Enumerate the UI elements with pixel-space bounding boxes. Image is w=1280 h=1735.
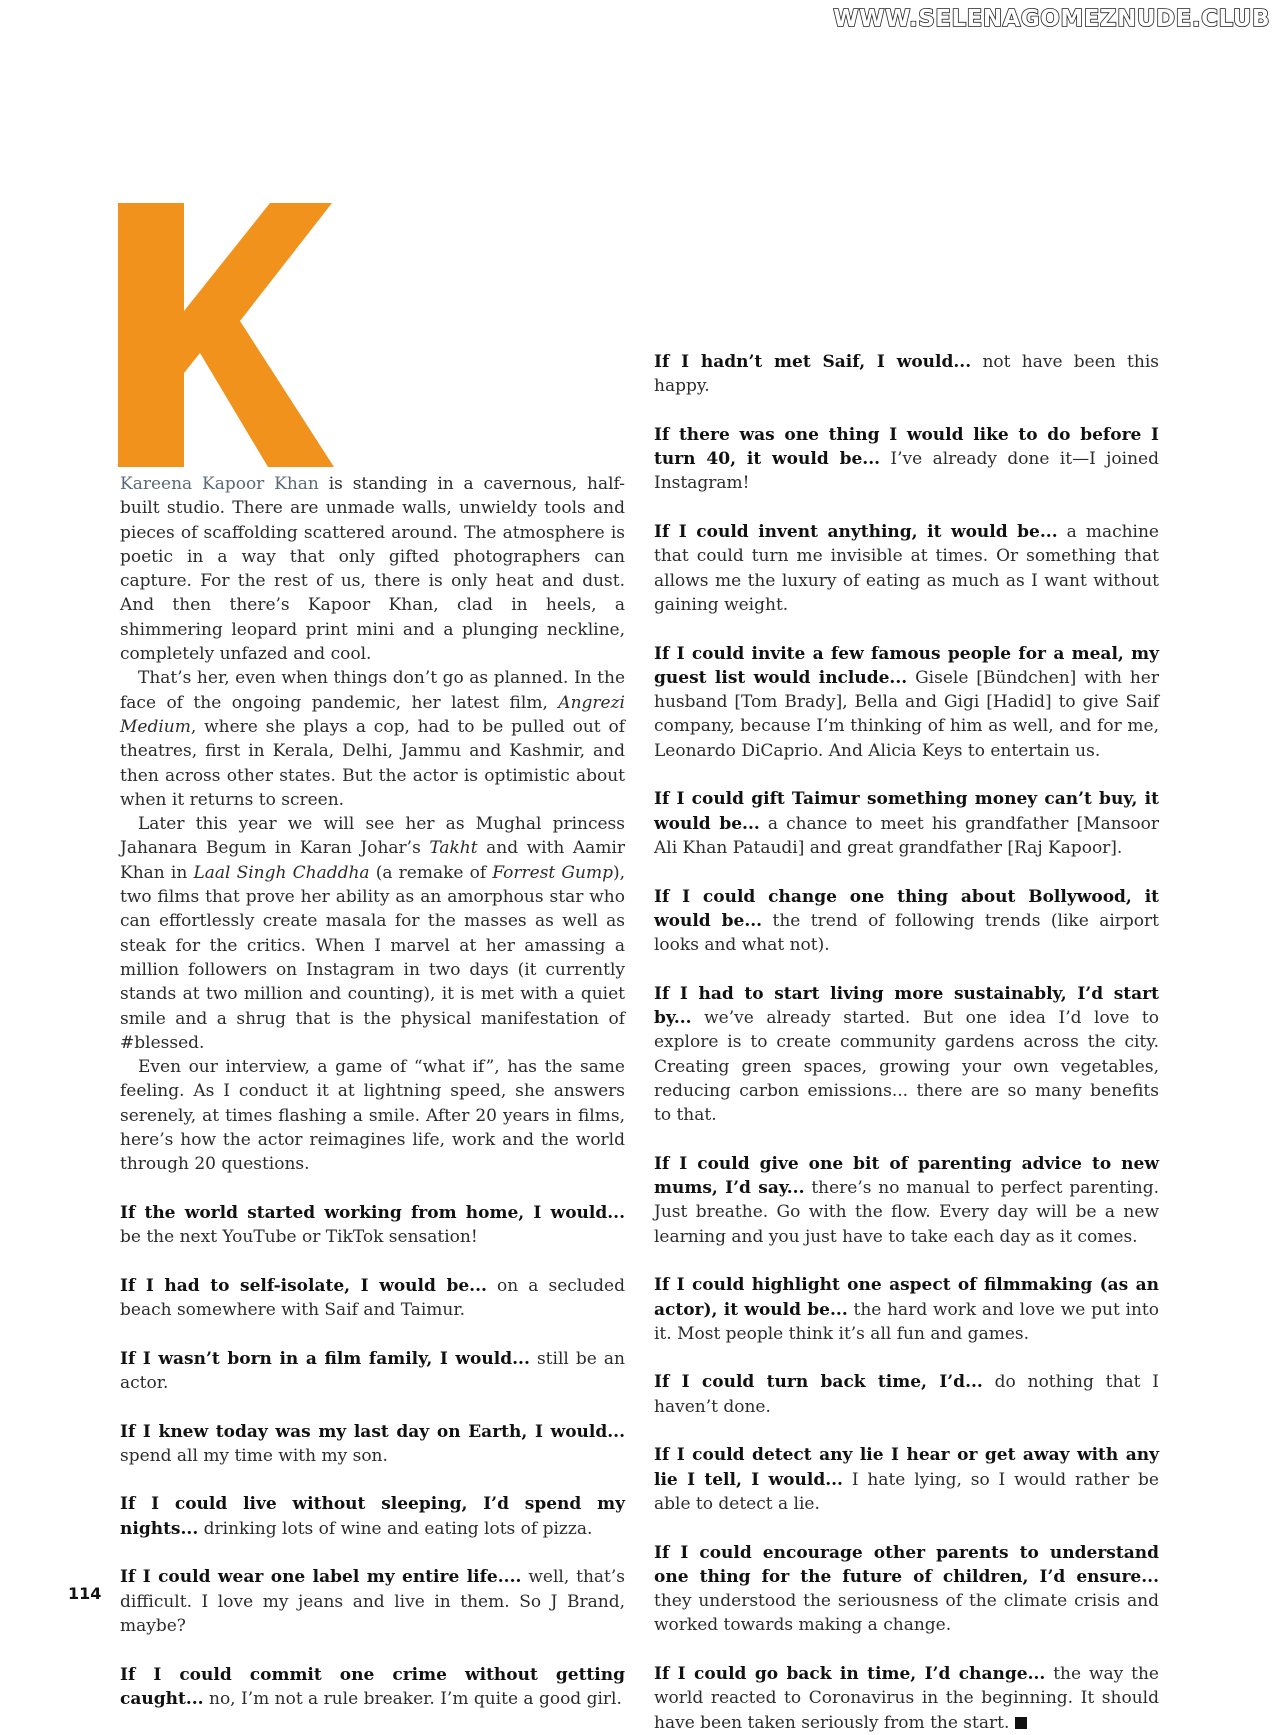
intro-paragraph-2: That’s her, even when things don’t go as planned. In the face of the ongoing pandemic, her latest film, Angrezi Medium, where she plays a cop, had to be pulled out of theatres, first in Kerala, Delhi, Jammu and Kashmir, and then across other states. But the actor is optimistic about when it returns to screen. <box>120 668 625 810</box>
qa-item <box>120 1420 625 1469</box>
qa-item <box>654 1662 1159 1735</box>
qa-answer: not have been this happy. <box>654 352 1159 397</box>
qa-answer: no, I’m not a rule breaker. I’m quite a good girl. <box>203 1688 622 1709</box>
right-column <box>654 350 1159 1735</box>
intro-paragraph-4: Even our interview, a game of “what if”, has the same feeling. As I conduct it at lightning speed, she answers serenely, at times flashing a smile. After 20 years in films, here’s how the actor reimagines life, work and the world through 20 questions. <box>120 1057 625 1175</box>
qa-answer: the hard work and love we put into it. Most people think it’s all fun and games. <box>654 1299 1159 1344</box>
qa-answer: I hate lying, so I would rather be able to detect a lie. <box>654 1469 1159 1514</box>
page-number: 114 <box>68 1584 102 1603</box>
qa-question: If I could invite a few famous people for a meal, my guest list would include... <box>654 643 1159 688</box>
qa-question: If I could commit one crime without getting caught... <box>120 1664 625 1709</box>
qa-question: If the world started working from home, I would... <box>120 1202 625 1223</box>
qa-answer: well, that’s difficult. I love my jeans and live in them. So J Brand, maybe? <box>120 1567 626 1636</box>
end-mark-square <box>1015 1717 1027 1729</box>
dropcap-k <box>118 203 334 467</box>
qa-item <box>654 350 1159 399</box>
qa-item <box>654 642 1159 763</box>
qa-question: If I could turn back time, I’d... <box>654 1372 983 1393</box>
qa-item <box>654 982 1159 1128</box>
qa-question: If I had to self-isolate, I would be... <box>120 1275 487 1296</box>
qa-item <box>654 1273 1159 1346</box>
qa-question: If I could change one thing about Bollywood, it would be... <box>654 886 1159 931</box>
qa-item <box>654 1541 1159 1638</box>
qa-answer: a machine that could turn me invisible at times. Or something that allows me the luxury of eating as much as I want without gaining weight. <box>654 522 1159 615</box>
qa-answer: drinking lots of wine and eating lots of pizza. <box>198 1518 593 1539</box>
qa-item <box>654 423 1159 496</box>
left-column <box>120 472 625 1711</box>
qa-list-left <box>120 1201 625 1711</box>
qa-answer: on a secluded beach somewhere with Saif and Taimur. <box>120 1275 625 1321</box>
qa-item <box>120 1663 625 1712</box>
intro-paragraph-1: Kareena Kapoor Khan is standing in a cavernous, half-built studio. There are unmade walls, unwieldy tools and pieces of scaffolding scattered around. The atmosphere is poetic in a way that only gifted photographers can capture. For the rest of us, there is only heat and dust. And then there’s Kapoor Khan, clad in heels, a shimmering leopard print mini and a plunging neckline, completely unfazed and cool. <box>120 474 625 665</box>
qa-item <box>654 1443 1159 1516</box>
qa-answer: they understood the seriousness of the climate crisis and worked towards making a change. <box>654 1591 1159 1636</box>
qa-question: If I wasn’t born in a film family, I would... <box>120 1348 530 1369</box>
qa-answer: I’ve already done it—I joined Instagram! <box>654 449 1159 494</box>
watermark: WWW.SELENAGOMEZNUDE.CLUB <box>833 6 1270 32</box>
qa-question: If I knew today was my last day on Earth, I would... <box>120 1421 625 1442</box>
qa-answer: a chance to meet his grandfather [Mansoor Ali Khan Pataudi] and great grandfather [Raj Kapoor]. <box>654 813 1159 858</box>
qa-answer: Gisele [Bündchen] with her husband [Tom Brady], Bella and Gigi [Hadid] to give Saif company, because I’m thinking of him as well, and for me, Leonardo DiCaprio. And Alicia Keys to entertain us. <box>654 667 1159 761</box>
qa-answer: the trend of following trends (like airport looks and what not). <box>654 910 1159 956</box>
dropcap-k-shape <box>118 203 334 467</box>
qa-question: If I could go back in time, I’d change... <box>654 1664 1046 1685</box>
qa-item <box>654 885 1159 958</box>
qa-item <box>654 1152 1159 1249</box>
qa-question: If I had to start living more sustainably, I’d start by... <box>654 983 1159 1029</box>
qa-item <box>120 1347 625 1396</box>
qa-item <box>654 1370 1159 1419</box>
qa-item <box>120 1565 625 1638</box>
intro-paragraph-3: Later this year we will see her as Mughal princess Jahanara Begum in Karan Johar’s Takht and with Aamir Khan in Laal Singh Chaddha (a remake of Forrest Gump), two films that prove her ability as an amorphous star who can effortlessly create masala for the masses as well as steak for the critics. When I marvel at her amassing a million followers on Instagram in two days (it currently stands at two million and counting), it is met with a quiet smile and a shrug that is the physical manifestation of #blessed. <box>120 814 626 1053</box>
qa-question: If I could give one bit of parenting advice to new mums, I’d say... <box>654 1153 1159 1199</box>
qa-item <box>120 1274 625 1323</box>
qa-question: If I could wear one label my entire life.... <box>120 1567 522 1588</box>
qa-item <box>654 787 1159 860</box>
qa-item <box>654 520 1159 617</box>
qa-answer: be the next YouTube or TikTok sensation! <box>120 1227 478 1248</box>
qa-answer: the way the world reacted to Coronavirus in the beginning. It should have been taken seriously from the start. <box>654 1664 1159 1733</box>
qa-answer: do nothing that I haven’t done. <box>654 1372 1159 1417</box>
qa-answer: we’ve already started. But one idea I’d love to explore is to create community gardens across the city. Creating green spaces, growing your own vegetables, reducing carbon emissions... there are so many benefits to that. <box>654 1008 1159 1126</box>
qa-question: If I could highlight one aspect of filmmaking (as an actor), it would be... <box>654 1275 1159 1320</box>
qa-list-right <box>654 350 1159 1735</box>
qa-item <box>120 1201 625 1250</box>
qa-question: If I could gift Taimur something money can’t buy, it would be... <box>654 789 1159 834</box>
qa-answer: spend all my time with my son. <box>120 1445 388 1466</box>
qa-answer: still be an actor. <box>120 1348 625 1393</box>
qa-answer: there’s no manual to perfect parenting. Just breathe. Go with the flow. Every day will be a new learning and you just have to take each day as it comes. <box>654 1178 1159 1247</box>
qa-item <box>120 1492 625 1541</box>
qa-question: If I hadn’t met Saif, I would... <box>654 352 972 372</box>
qa-question: If there was one thing I would like to do before I turn 40, it would be... <box>654 424 1159 470</box>
qa-question: If I could detect any lie I hear or get away with any lie I tell, I would... <box>654 1445 1159 1490</box>
qa-question: If I could encourage other parents to understand one thing for the future of children, I’d ensure... <box>654 1542 1159 1587</box>
qa-question: If I could live without sleeping, I’d spend my nights... <box>120 1494 625 1539</box>
qa-question: If I could invent anything, it would be... <box>654 522 1058 543</box>
intro-lead-name: Kareena Kapoor Khan <box>120 474 319 494</box>
